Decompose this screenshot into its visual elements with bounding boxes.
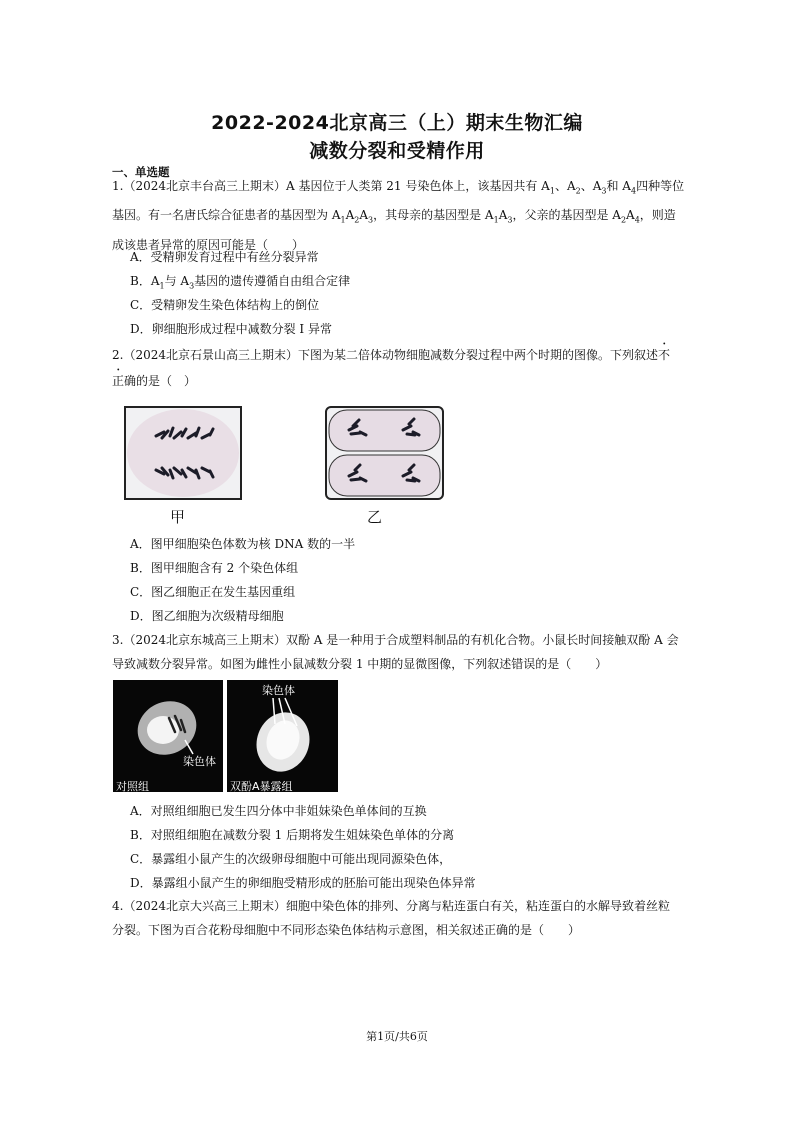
question-1 (112, 174, 686, 257)
figure-label-a: 甲 (170, 508, 186, 526)
doc-subtitle: 减数分裂和受精作用 (309, 140, 485, 162)
micrograph-control-image (113, 680, 223, 792)
micrograph-control-caption: 对照组 (116, 780, 149, 792)
micrograph-control (113, 680, 223, 792)
question-2-line-1: 2.（2024北京石景山高三上期末）下图为某二倍体动物细胞减数分裂过程中两个时期的图像。下列叙述不 (112, 348, 671, 362)
chromosome-image-a (126, 408, 240, 498)
micrograph-bpa-label: 染色体 (262, 684, 295, 697)
q3-option-d: D．暴露组小鼠产生的卵细胞受精形成的胚胎可能出现染色体异常 (130, 876, 476, 890)
q2-option-b: B．图甲细胞含有 2 个染色体组 (130, 561, 299, 575)
q1-option-a: A．受精卵发育过程中有丝分裂异常 (130, 250, 319, 264)
question-1-line-1: 1.（2024北京丰台高三上期末）A 基因位于人类第 21 号染色体上，该基因共有 $A_1$、$A_2$、$A_3$和 $A_4$四种等位 (112, 179, 685, 196)
figure-cell-b (325, 406, 444, 500)
chromosome-image-b (327, 408, 442, 498)
q3-option-b: B．对照组细胞在减数分裂 1 后期将发生姐妹染色单体的分离 (130, 828, 455, 842)
figure-cell-a (124, 406, 242, 500)
figure-label-b: 乙 (367, 508, 383, 526)
question-2-line-2: 正确的是（ ） (112, 374, 197, 388)
question-2 (112, 341, 686, 393)
question-1-line-3: 成该患者异常的原因可能是（ ） (112, 237, 305, 252)
doc-title: 2022-2024北京高三（上）期末生物汇编 (211, 112, 583, 134)
question-4 (112, 894, 686, 942)
question-3 (112, 628, 686, 676)
micrograph-bpa (227, 680, 338, 792)
q2-option-d: D．图乙细胞为次级精母细胞 (130, 609, 284, 623)
q2-option-c: C．图乙细胞正在发生基因重组 (130, 585, 296, 599)
micrograph-bpa-caption: 双酚A暴露组 (230, 780, 293, 792)
question-3-line-2: 导致减数分裂异常。如图为雌性小鼠减数分裂 1 中期的显微图像，下列叙述错误的是（ ） (112, 657, 608, 671)
question-4-line-2: 分裂。下图为百合花粉母细胞中不同形态染色体结构示意图，相关叙述正确的是（ ） (112, 923, 581, 937)
q3-option-a: A．对照组细胞已发生四分体中非姐妹染色单体间的互换 (130, 804, 427, 818)
q1-option-d: D．卵细胞形成过程中减数分裂 I 异常 (130, 322, 332, 336)
q2-option-a: A．图甲细胞染色体数为核 DNA 数的一半 (130, 537, 356, 551)
q1-option-b: B．$A_1$与 $A_3$基因的遗传遵循自由组合定律 (130, 274, 351, 291)
q3-option-c: C．暴露组小鼠产生的次级卵母细胞中可能出现同源染色体， (130, 852, 452, 866)
question-1-line-2: 基因。有一名唐氏综合征患者的基因型为 $A_1A_2A_3$，其母亲的基因型是 $A_1A_3$，父亲的基因型是 $A_2A_4$，则造 (112, 208, 676, 225)
question-3-line-1: 3.（2024北京东城高三上期末）双酚 A 是一种用于合成塑料制品的有机化合物。小鼠长时间接触双酚 A 会 (112, 633, 679, 647)
question-4-line-1: 4.（2024北京大兴高三上期末）细胞中染色体的排列、分离与粘连蛋白有关，粘连蛋白的水解导致着丝粒 (112, 899, 670, 913)
q1-option-c: C．受精卵发生染色体结构上的倒位 (130, 298, 320, 312)
micrograph-control-label: 染色体 (183, 755, 216, 768)
section-heading: 一、单选题 (112, 165, 170, 179)
page-footer: 第1页/共6页 (366, 1030, 428, 1043)
